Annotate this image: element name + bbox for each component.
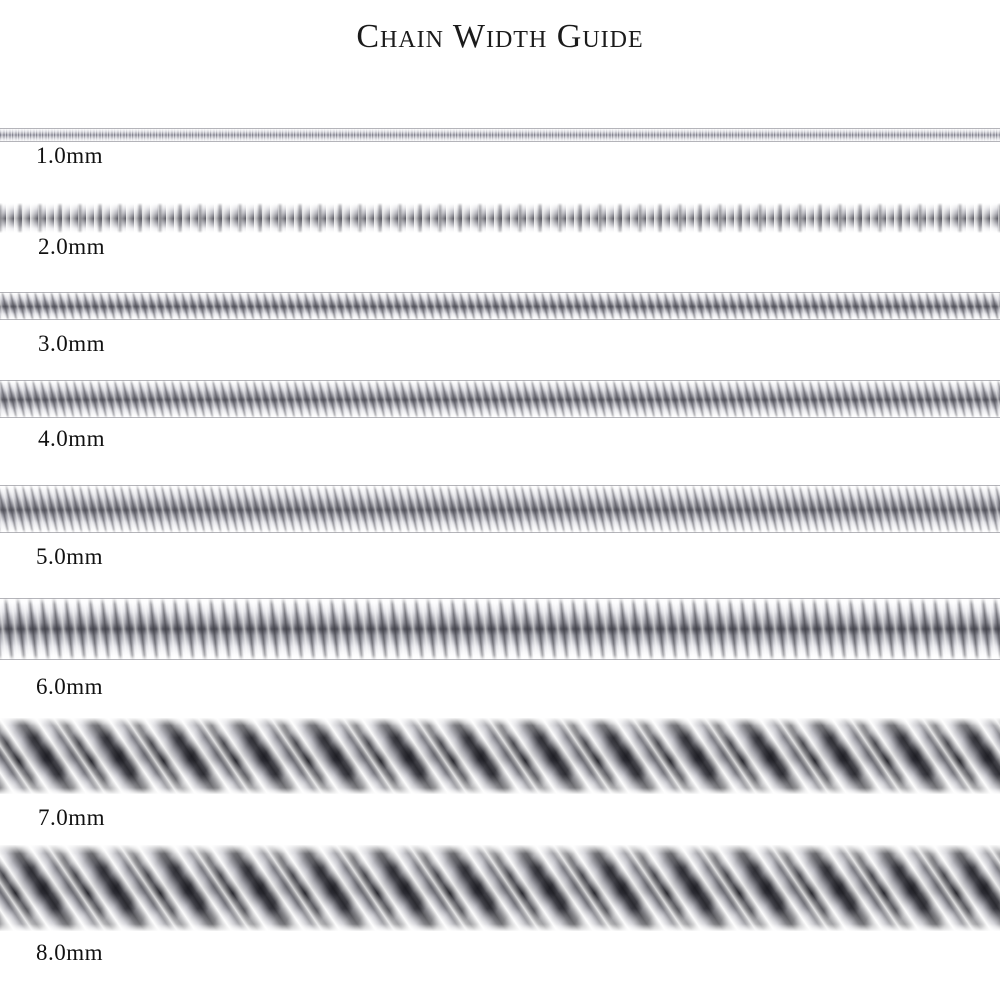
chain-texture-rope [0, 845, 1000, 931]
chain-swatch-4mm [0, 380, 1000, 418]
chain-texture-snake [0, 485, 1000, 533]
chain-texture-snake [0, 292, 1000, 320]
chain-swatch-3mm [0, 292, 1000, 320]
chain-label-7mm: 7.0mm [38, 805, 106, 830]
chain-texture-bead [0, 203, 1000, 233]
chain-swatch-5mm [0, 485, 1000, 533]
chain-swatch-6mm [0, 598, 1000, 660]
chain-swatch-2mm [0, 203, 1000, 233]
chain-texture-rope [0, 718, 1000, 794]
chain-texture-snake [0, 380, 1000, 418]
chain-swatch-8mm [0, 845, 1000, 931]
chain-swatch-1mm [0, 128, 1000, 142]
chain-label-4mm: 4.0mm [38, 426, 106, 451]
chain-texture-snake-wide [0, 598, 1000, 660]
chain-label-8mm: 8.0mm [36, 940, 104, 965]
page-title: Chain Width Guide [356, 18, 644, 55]
chain-texture-fine-cable [0, 128, 1000, 142]
chain-label-2mm: 2.0mm [38, 234, 106, 259]
chain-swatch-7mm [0, 718, 1000, 794]
chain-label-3mm: 3.0mm [38, 331, 106, 356]
chain-label-6mm: 6.0mm [36, 674, 104, 699]
chain-label-5mm: 5.0mm [36, 544, 104, 569]
chain-label-1mm: 1.0mm [36, 143, 104, 168]
